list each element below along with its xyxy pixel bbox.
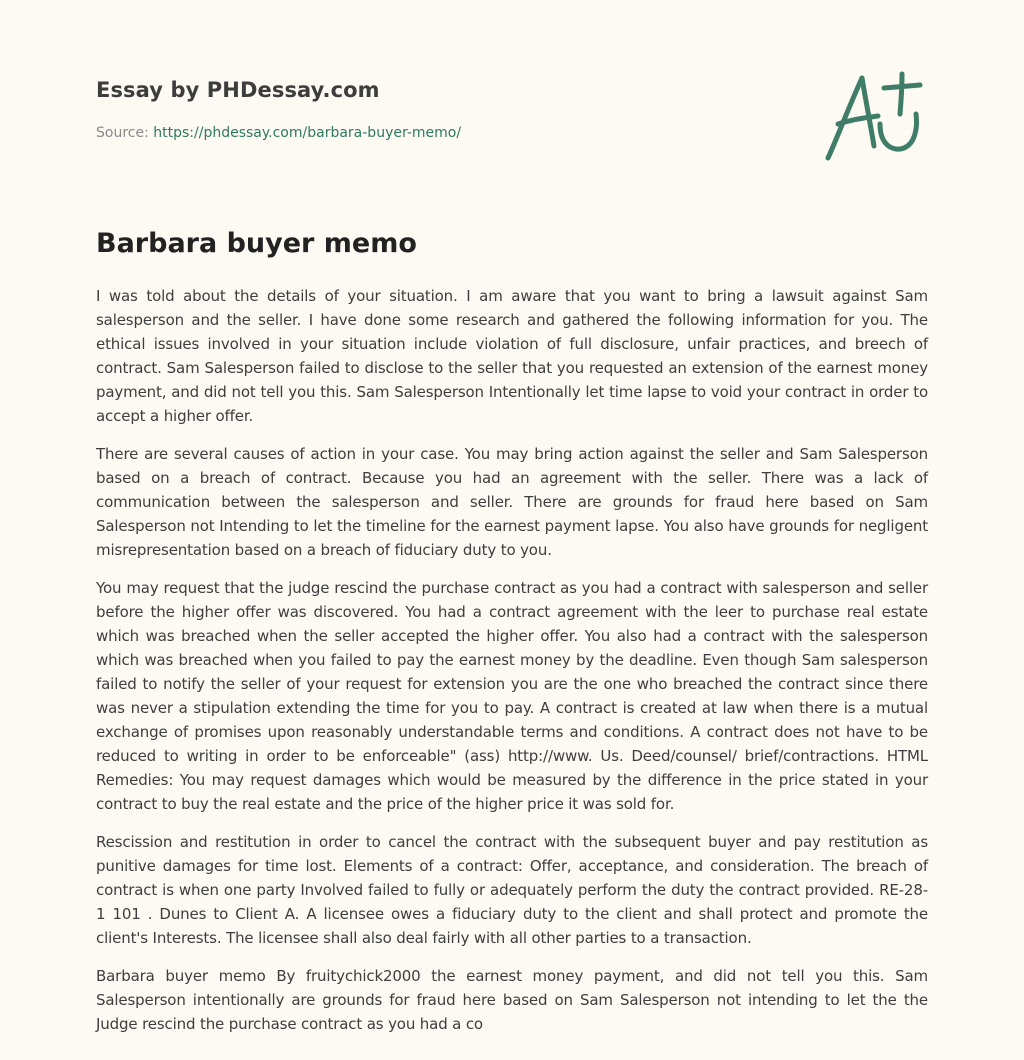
body-paragraph: Barbara buyer memo By fruitychick2000 the earnest money payment, and did not tell you this. Sam Salesperson intentionally are grounds for fraud here based on Sam Salesperson not intending to let the the Judge rescind the purchase contract as you had a co [96, 967, 928, 1033]
body-paragraph: There are several causes of action in your case. You may bring action against the seller and Sam Salesperson based on a breach of contract. Because you had an agreement with the seller. There was a lack of communication between the salesperson and seller. There are grounds for fraud here based on Sam Salesperson not Intending to let the timeline for the earnest payment lapse. You also have grounds for negligent misrepresentation based on a breach of fiduciary duty to you. [96, 445, 928, 559]
source-label: Source: [96, 125, 149, 141]
body-paragraph: Rescission and restitution in order to cancel the contract with the subsequent buyer and pay restitution as punitive damages for time lost. Elements of a contract: Offer, acceptance, and consideration. The breach of contract is when one party Involved failed to fully or adequately perform the duty the contract provided. RE-28-1 101 . Dunes to Client A. A licensee owes a fiduciary duty to the client and shall protect and promote the client's Interests. The licensee shall also deal fairly with all other parties to a transaction. [96, 833, 928, 947]
site-title: Essay by PHDessay.com [96, 78, 380, 102]
page-header [96, 76, 696, 142]
body-paragraph: I was told about the details of your situation. I am aware that you want to bring a lawsuit against Sam salesperson and the seller. I have done some research and gathered the following information for you. The ethical issues involved in your situation include violation of full disclosure, unfair practices, and breech of contract. Sam Salesperson failed to disclose to the seller that you requested an extension of the earnest money payment, and did not tell you this. Sam Salesperson Intentionally let time lapse to void your contract in order to accept a higher offer. [96, 287, 928, 425]
document-title: Barbara buyer memo [96, 228, 417, 259]
source-link[interactable]: https://phdessay.com/barbara-buyer-memo/ [153, 125, 462, 141]
body-paragraph: You may request that the judge rescind the purchase contract as you had a contract with salesperson and seller before the higher offer was discovered. You had a contract agreement with the leer to purchase real estate which was breached when the seller accepted the higher offer. You also had a contract with the salesperson which was breached when you failed to pay the earnest money by the deadline. Even though Sam salesperson failed to notify the seller of your request for extension you are the one who breached the contract since there was never a stipulation extending the time for you to pay. A contract is created at law when there is a mutual exchange of promises upon reasonably understandable terms and conditions. A contract does not have to be reduced to writing in order to be enforceable" (ass) http://www. Us. Deed/counsel/ brief/contractions. HTML Remedies: You may request damages which would be measured by the difference in the price stated in your contract to buy the real estate and the price of the higher price it was sold for. [96, 579, 928, 813]
source-line [96, 124, 696, 142]
document-body [96, 284, 928, 1050]
a-plus-grade-icon [822, 66, 928, 166]
